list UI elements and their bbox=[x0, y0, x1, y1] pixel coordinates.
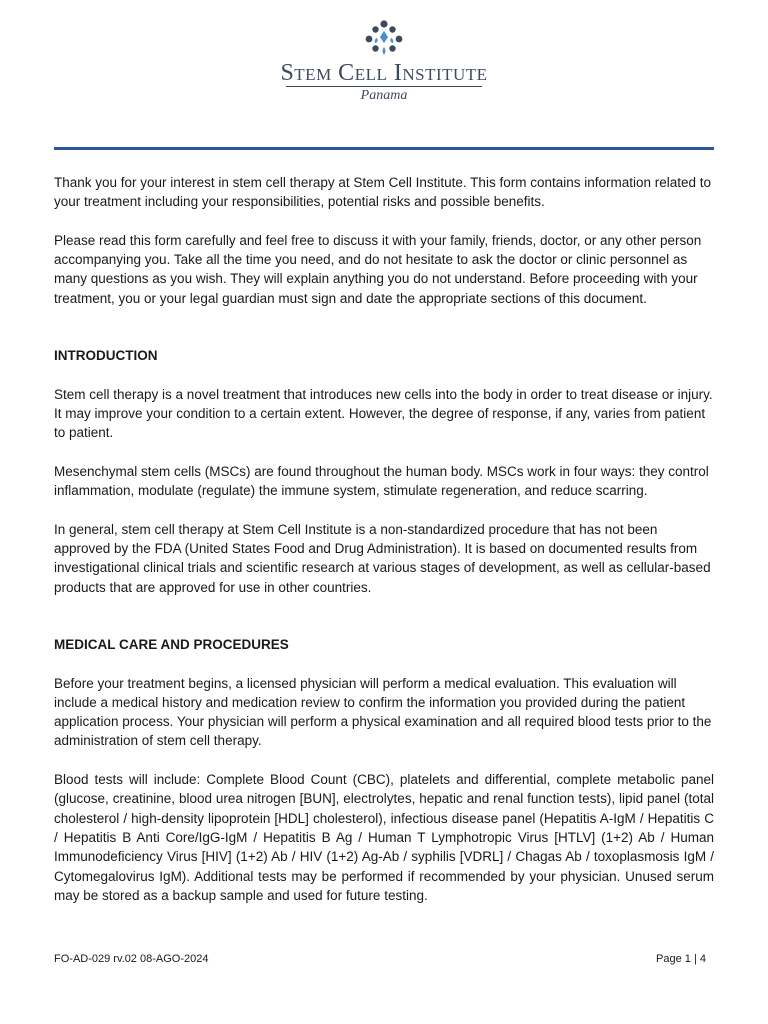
page-total: 4 bbox=[699, 953, 706, 965]
introduction-paragraph-3: In general, stem cell therapy at Stem Cell Institute is a non-standardized procedure that has not been approved by the FDA (United States Food and Drug Administration). It is based on documented results from investigational clinical trials and scientific research at various stages of development, as well as cellular-based products that are approved for use in other countries. bbox=[54, 521, 711, 595]
logo-name: Stem Cell Institute bbox=[280, 60, 488, 86]
page-label: Page bbox=[656, 953, 685, 965]
introduction-paragraph-2: Mesenchymal stem cells (MSCs) are found throughout the human body. MSCs work in four ways: they control inflammation, modulate (regulate) the immune system, stimulate regeneration, and reduce scarring. bbox=[54, 463, 709, 499]
flower-logo-icon bbox=[362, 20, 406, 58]
medical-care-heading: MEDICAL CARE AND PROCEDURES bbox=[54, 636, 289, 652]
page-current: 1 bbox=[684, 953, 691, 965]
logo-subtitle: Panama bbox=[360, 88, 408, 103]
logo bbox=[0, 20, 768, 104]
introduction-heading: INTRODUCTION bbox=[54, 348, 158, 364]
introduction-paragraph-1: Stem cell therapy is a novel treatment that introduces new cells into the body in order to treat disease or injury. It may improve your condition to a certain extent. However, the degree of response, if any, varies from patient to patient. bbox=[54, 386, 713, 441]
document-code: FO-AD-029 rv.02 08-AGO-2024 bbox=[54, 953, 209, 965]
page-number bbox=[656, 953, 706, 965]
medical-care-paragraph-2: Blood tests will include: Complete Blood Count (CBC), platelets and differential, complete metabolic panel (glucose, creatinine, blood urea nitrogen [BUN], electrolytes, hepatic and renal function tests), lipid panel (total cholesterol / high-density lipoprotein [HDL] cholesterol), infectious disease panel (Hepatitis A-IgM / Hepatitis C / Hepatitis B Anti Core/IgG-IgM / Hepatitis B Ag / Human T Lymphotropic Virus [HTLV] (1+2) Ab / Human Immunodeficiency Virus [HIV] (1+2) Ab / HIV (1+2) Ag-Ab / syphilis [VDRL] / Chagas Ab / toxoplasmosis IgM / Cytomegalovirus IgM). Additional tests may be performed if recommended by your physician. Unused serum may be stored as a backup sample and used for future testing. bbox=[54, 772, 714, 903]
intro-paragraph-1: Thank you for your interest in stem cell therapy at Stem Cell Institute. This form contains information related to your treatment including your responsibilities, potential risks and possible benefits. bbox=[54, 175, 712, 210]
medical-care-paragraph-1: Before your treatment begins, a licensed physician will perform a medical evaluation. This evaluation will include a medical history and medication review to confirm the information you provided during the patient application process. Your physician will perform a physical examination and all required blood tests prior to the administration of stem cell therapy. bbox=[54, 675, 712, 749]
header-rule bbox=[54, 147, 714, 150]
intro-paragraph-2: Please read this form carefully and feel free to discuss it with your family, friends, doctor, or any other person accompanying you. Take all the time you need, and do not hesitate to ask the doctor or clinic personnel as many questions as you wish. They will explain anything you do not understand. Before proceeding with your treatment, you or your legal guardian must sign and date the appropriate sections of this document. bbox=[54, 232, 702, 306]
document-body bbox=[54, 173, 714, 924]
page-separator: | bbox=[690, 953, 700, 965]
logo-underline bbox=[286, 86, 482, 87]
